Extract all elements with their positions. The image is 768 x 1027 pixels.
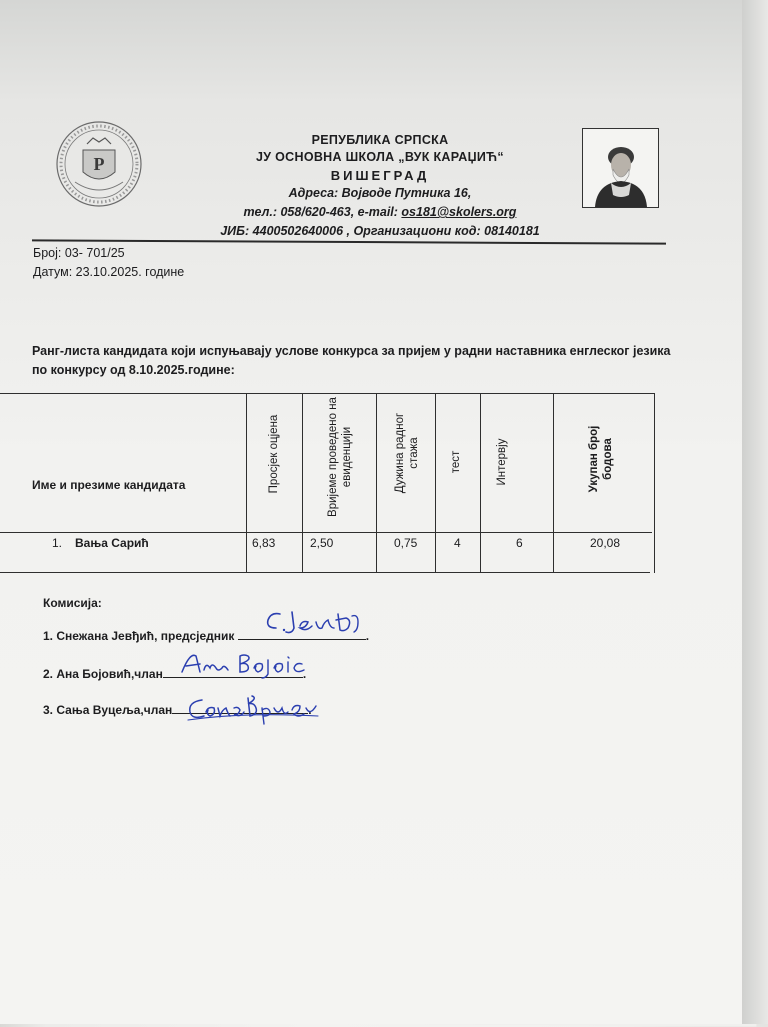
table-col-divider xyxy=(435,393,436,573)
header-contact-prefix: тел.: 058/620-463, e-mail: xyxy=(243,205,402,219)
row-work-experience: 0,75 xyxy=(394,536,418,550)
signature-jevdjic xyxy=(262,606,372,642)
column-header-average: Просјек оцјена xyxy=(268,414,280,494)
signature-bojovic xyxy=(176,648,316,682)
table-right-border xyxy=(654,393,655,573)
row-time-registered: 2,50 xyxy=(310,536,334,550)
table-header-divider xyxy=(0,532,652,533)
commission-member-end: . xyxy=(365,629,370,643)
commission-member-label: 1. Снежана Јевђић, предсједник xyxy=(43,629,235,643)
column-header-test: тест xyxy=(450,450,462,474)
row-total: 20,08 xyxy=(590,536,621,550)
column-header-total: Укупан број бодова xyxy=(588,425,614,493)
commission-member-end: . xyxy=(302,667,307,681)
row-test: 4 xyxy=(454,536,461,550)
ranking-table xyxy=(0,393,660,573)
column-header-name: Име и презиме кандидата xyxy=(32,478,186,492)
column-header-time-registered: Вријеме проведено на евиденцији xyxy=(327,397,353,517)
table-col-divider xyxy=(246,393,247,573)
document-number: Број: 03- 701/25 xyxy=(33,246,125,260)
row-interview: 6 xyxy=(516,536,523,550)
column-header-work-experience: Дужина радног стажа xyxy=(394,412,420,494)
column-header-interview: Интервју xyxy=(496,438,508,486)
portrait-frame xyxy=(582,128,659,208)
row-average: 6,83 xyxy=(252,536,276,550)
commission-title: Комисија: xyxy=(43,596,102,610)
header-school-name: ЈУ ОСНОВНА ШКОЛА „ВУК КАРАЏИЋ“ xyxy=(256,150,504,164)
signature-vucelja xyxy=(184,690,324,728)
table-col-divider xyxy=(480,393,481,573)
header-contact xyxy=(180,205,580,219)
svg-text:Р: Р xyxy=(93,154,105,174)
header-address: Адреса: Војводе Путника 16, xyxy=(288,186,472,200)
ranking-intro: Ранг-листа кандидата који испуњавају услове конкурса за пријем у радни наставника енглеског језика по конкурсу од 8.10.2025.године: xyxy=(32,344,671,377)
header-town: ВИШЕГРАД xyxy=(330,168,430,183)
table-col-divider xyxy=(302,393,303,573)
row-index: 1. xyxy=(52,536,63,550)
commission-member-label: 2. Ана Бојовић,члан xyxy=(43,667,163,681)
republic-of-srpska-seal-icon xyxy=(53,120,145,208)
page-edge-shadow xyxy=(742,0,768,1024)
table-col-divider xyxy=(376,393,377,573)
vuk-karadzic-portrait-icon xyxy=(583,129,658,207)
header-republic: РЕПУБЛИКА СРПСКА xyxy=(311,133,449,147)
document-date: Датум: 23.10.2025. године xyxy=(33,265,185,279)
header-email-link[interactable]: os181@skolers.org xyxy=(401,205,517,219)
commission-member-end: . xyxy=(308,703,312,717)
table-col-divider xyxy=(553,393,554,573)
row-candidate-name: Вања Сарић xyxy=(75,536,149,550)
commission-member-label: 3. Сања Вуцеља,члан xyxy=(43,703,173,717)
header-ids: ЈИБ: 4400502640006 , Организациони код: 08140181 xyxy=(220,224,540,238)
